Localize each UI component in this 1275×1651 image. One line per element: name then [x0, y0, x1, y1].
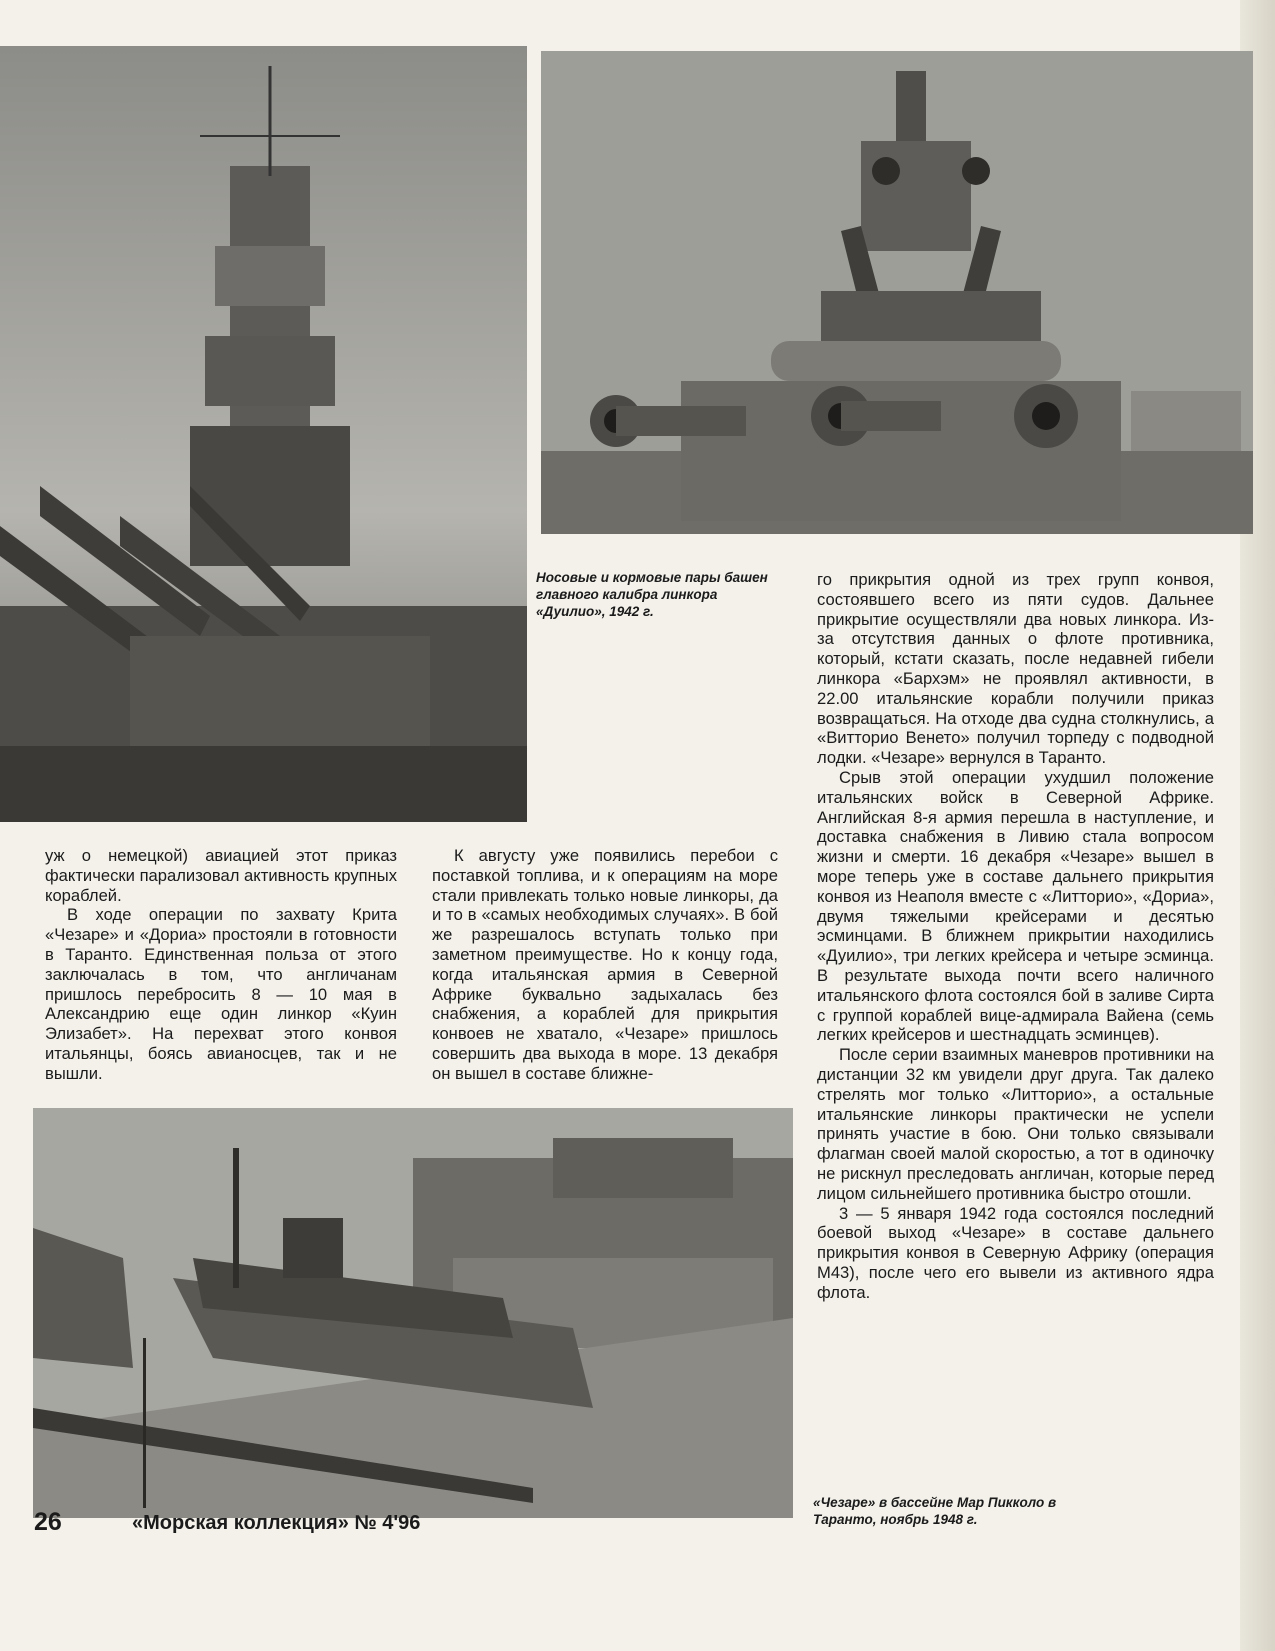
paragraph: го прикрытия одной из трех групп конвоя, состоявшего всего из пяти судов. Дальнее прикрытие осуществляли два новых линкора. Из-за отсутствия данных о флоте противника, который, кстати сказать, после недавней гибели линкора «Бархэм» не проявлял активности, в 22.00 итальянские корабли получили приказ возвращаться. На отходе два судна столкнулись, а «Витторио Венето» получил торпеду с подводной лодки. «Чезаре» вернулся в Таранто.: [817, 570, 1214, 768]
text-column-right: [817, 570, 1214, 1302]
paragraph: 3 — 5 января 1942 года состоялся последний боевой выход «Чезаре» в составе дальнего прикрытия конвоя в Северную Африку (операция М43), после чего его вывели из активного ядра флота.: [817, 1203, 1214, 1302]
paragraph: В ходе операции по захвату Крита «Чезаре» и «Дориа» простояли в готовности в Таранто. Единственная польза от этого заключалась в том, что англичанам пришлось перебросить 8 — 10 мая в Александрию еще один линкор «Куин Элизабет». На перехват этого конвоя итальянцы, боясь авианосцев, так и не вышли.: [45, 905, 397, 1083]
paragraph: К августу уже появились перебои с поставкой топлива, и к операциям на море стали привлекать только новые линкоры, да и то в «самых необходимых случаях». В бой же разрешалось вступать только при заметном преимуществе. Но к концу года, когда итальянская армия в Северной Африке буквально задыхалась без снабжения, а кораблей для прикрытия конвоев не хватало, «Чезаре» пришлось совершить два выхода в море. 13 декабря он вышел в составе ближне-: [432, 846, 778, 1083]
magazine-title: «Морская коллекция» № 4'96: [132, 1512, 421, 1534]
photo-harbor: [33, 1108, 793, 1518]
photo-battleship-superstructure: [0, 46, 527, 822]
caption-turrets: Носовые и кормовые пары башен главного калибра линкора «Дуилио», 1942 г.: [536, 570, 768, 619]
page-number: 26: [34, 1508, 62, 1536]
paragraph: уж о немецкой) авиацией этот приказ фактически парализовал активность крупных кораблей.: [45, 846, 397, 905]
paragraph: Срыв этой операции ухудшил положение итальянских войск в Северной Африке. Английская 8-я армия перешла в наступление, и доставка снабжения в Ливию стала вопросом жизни и смерти. 16 декабря «Чезаре» вышел в море теперь уже в составе дальнего прикрытия конвоя из Неаполя вместе с «Литторио», «Дориа», двумя тяжелыми крейсерами и десятью эсминцами. В ближнем прикрытии находились «Дуилио», три легких крейсера и четыре эсминца. В результате выхода почти всего наличного итальянского флота состоялся бой в заливе Сирта с группой кораблей вице-адмирала Вайена (семь легких крейсеров и шестнадцать эсминцев).: [817, 767, 1214, 1045]
text-column-middle: [432, 846, 778, 1084]
text-column-left: [45, 846, 397, 1084]
caption-harbor: «Чезаре» в бассейне Мар Пикколо в Таранто, ноябрь 1948 г.: [813, 1495, 1057, 1527]
paragraph: После серии взаимных маневров противники на дистанции 32 км увидели друг друга. Так далеко стрелять мог только «Литторио», а остальные итальянские линкоры практически не успели принять участие в бою. Они только связывали флагман своей малой скоростью, а тот в одиночку не рискнул преследовать англичан, которые перед лицом сильнейшего противника быстро отошли.: [817, 1045, 1214, 1203]
photo-turrets: [541, 51, 1253, 534]
